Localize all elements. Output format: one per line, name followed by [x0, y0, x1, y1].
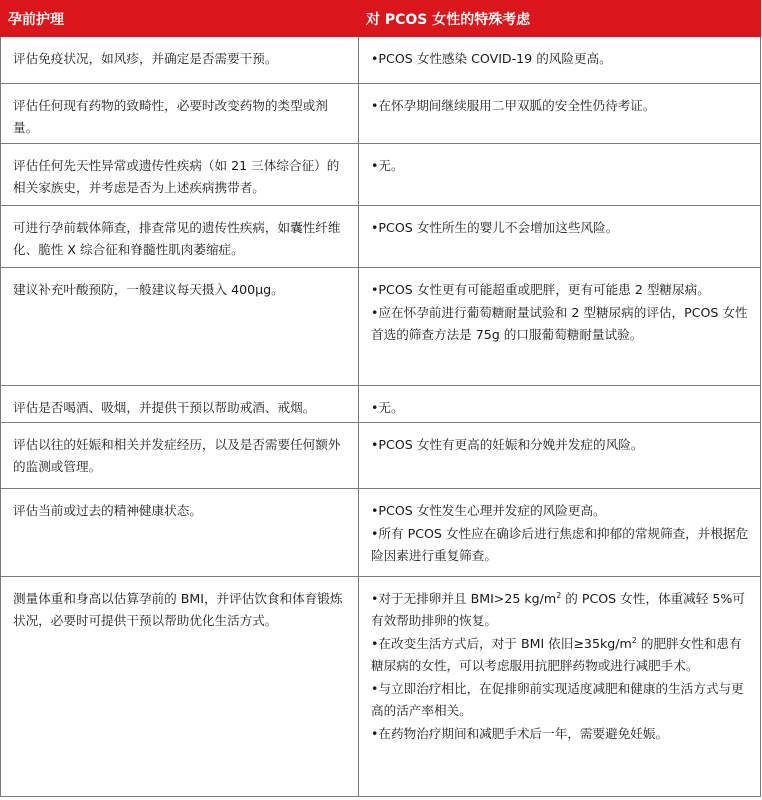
- table-row: [1, 268, 761, 386]
- consideration-item: •无。: [371, 158, 404, 173]
- consideration-item: •PCOS 女性有更高的妊娠和分娩并发症的风险。: [371, 437, 644, 452]
- consideration-item: •PCOS 女性发生心理并发症的风险更高。: [371, 503, 606, 518]
- table-row: [1, 37, 761, 84]
- consideration-cell: [359, 268, 761, 386]
- consideration-item: •PCOS 女性更有可能超重或肥胖，更有可能患 2 型糖尿病。: [371, 282, 710, 297]
- consideration-item: •与立即治疗相比，在促排卵前实现适度减肥和健康的生活方式与更高的活产率相关。: [371, 681, 744, 718]
- care-cell: 评估免疫状况，如风疹，并确定是否需要干预。: [1, 37, 359, 84]
- table-row: [1, 423, 761, 489]
- care-cell: 评估任何先天性异常或遗传性疾病（如 21 三体综合征）的相关家族史，并考虑是否为上述疾病携带者。: [1, 144, 359, 206]
- consideration-text: 的肥胖女性和患有糖尿病的女性，可以考虑服用抗肥胖药物或进行减肥手术。: [371, 636, 742, 673]
- consideration-cell: [359, 84, 761, 144]
- consideration-cell: [359, 489, 761, 577]
- table-row: [1, 577, 761, 797]
- superscript: 2: [556, 591, 562, 600]
- header-preconception-care: 孕前护理: [1, 1, 359, 37]
- consideration-cell: [359, 144, 761, 206]
- table-row: [1, 386, 761, 423]
- consideration-item: [371, 633, 750, 677]
- consideration-item: [371, 588, 750, 632]
- care-cell: 测量体重和身高以估算孕前的 BMI，并评估饮食和体育锻炼状况，必要时可提供干预以帮助优化生活方式。: [1, 577, 359, 797]
- consideration-cell: [359, 386, 761, 423]
- table-row: [1, 84, 761, 144]
- consideration-cell: [359, 577, 761, 797]
- consideration-item: •在怀孕期间继续服用二甲双胍的安全性仍待考证。: [371, 98, 656, 113]
- consideration-cell: [359, 37, 761, 84]
- header-pcos-considerations: 对 PCOS 女性的特殊考虑: [359, 1, 761, 37]
- consideration-item: •应在怀孕前进行葡萄糖耐量试验和 2 型糖尿病的评估，PCOS 女性首选的筛查方法是 75g 的口服葡萄糖耐量试验。: [371, 305, 748, 342]
- care-cell: 评估当前或过去的精神健康状态。: [1, 489, 359, 577]
- care-cell: 可进行孕前载体筛查，排查常见的遗传性疾病，如囊性纤维化、脆性 X 综合征和脊髓性肌肉萎缩症。: [1, 206, 359, 268]
- superscript: 2: [631, 636, 637, 645]
- consideration-item: •PCOS 女性所生的婴儿不会增加这些风险。: [371, 220, 619, 235]
- table-row: [1, 489, 761, 577]
- table-row: [1, 206, 761, 268]
- care-cell: 评估以往的妊娠和相关并发症经历，以及是否需要任何额外的监测或管理。: [1, 423, 359, 489]
- consideration-item: •所有 PCOS 女性应在确诊后进行焦虑和抑郁的常规筛查，并根据危险因素进行重复筛查。: [371, 526, 749, 563]
- consideration-cell: [359, 206, 761, 268]
- consideration-cell: [359, 423, 761, 489]
- header-row: [1, 1, 761, 37]
- care-cell: 评估任何现有药物的致畸性，必要时改变药物的类型或剂量。: [1, 84, 359, 144]
- consideration-item: •PCOS 女性感染 COVID-19 的风险更高。: [371, 51, 612, 66]
- care-cell: 建议补充叶酸预防，一般建议每天摄入 400μg。: [1, 268, 359, 386]
- consideration-text: •在改变生活方式后，对于 BMI 依旧≥35kg/m: [371, 636, 632, 651]
- consideration-item: •无。: [371, 400, 404, 415]
- care-cell: 评估是否喝酒、吸烟，并提供干预以帮助戒酒、戒烟。: [1, 386, 359, 423]
- consideration-text: 的 PCOS 女性，体重减轻 5%可有效帮助排卵的恢复。: [371, 591, 745, 628]
- consideration-text: •对于无排卵并且 BMI>25 kg/m: [371, 591, 557, 606]
- table-row: [1, 144, 761, 206]
- consideration-item: •在药物治疗期间和减肥手术后一年，需要避免妊娠。: [371, 726, 669, 741]
